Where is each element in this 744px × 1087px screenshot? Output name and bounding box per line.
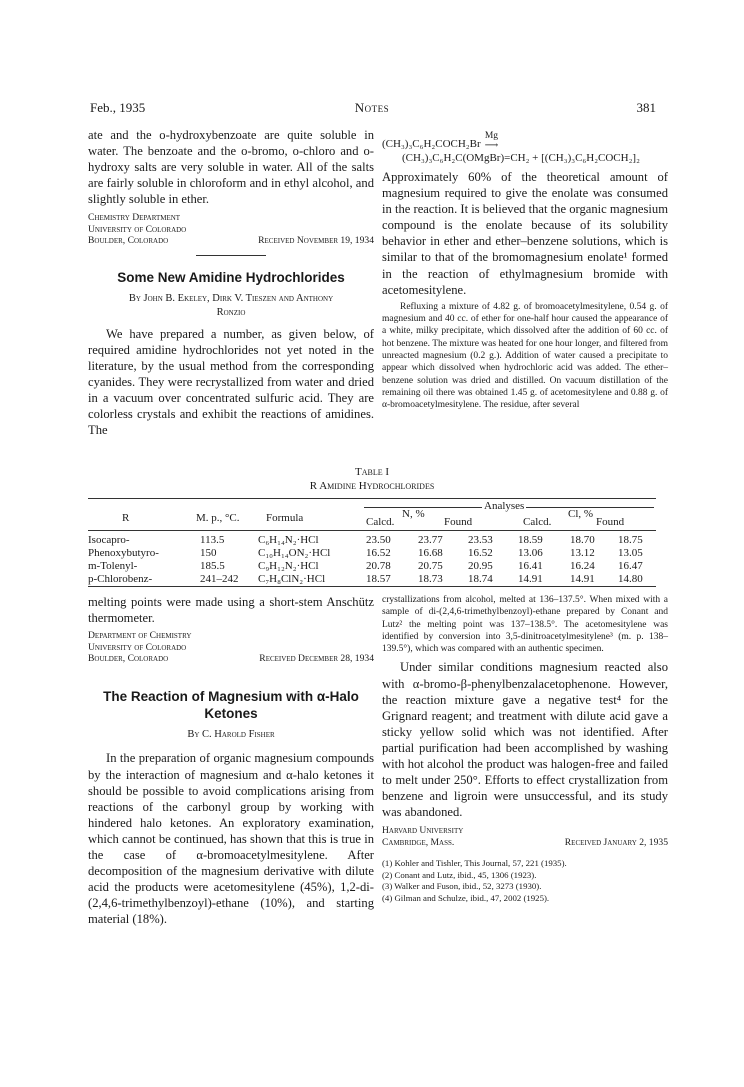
table-cell-n-calcd: 20.78 — [366, 560, 391, 572]
table-header-found-cl: Found — [596, 516, 625, 528]
article-paragraph: In the preparation of organic magnesium compounds by the interaction of magnesium and α-halo ketones it should be possible to avoid complications arising from reactions of the carbonyl group by working with hindered halo ketones. An exploratory examination, which cannot be continued, has shown that this is true in the case of α-bromoacetylmesitylene. After decomposition of the magnesium derivative with dilute acid the products were acetomesitylene (45%), 1,2-di-(2,4,6-trimethylbenzoyl)-ethane (10%), and starting material (18%). — [88, 751, 374, 927]
running-header-section: Notes — [354, 100, 390, 115]
affiliation-line: Department of Chemistry — [88, 630, 192, 642]
table-cell-n-found1: 20.75 — [418, 560, 443, 572]
table-cell-cl-found2: 18.75 — [618, 534, 643, 546]
affiliation-received-line — [382, 837, 668, 848]
table-header-found-n: Found — [444, 516, 473, 528]
affiliation-line: Harvard University — [382, 825, 464, 837]
table-header-calcd-cl: Calcd. — [523, 516, 552, 528]
table-header-calcd-n: Calcd. — [366, 516, 395, 528]
table-rule — [88, 586, 656, 587]
right-column-bottom — [382, 594, 668, 904]
affiliation-received-line — [88, 235, 374, 246]
table-cell-n-found1: 16.68 — [418, 547, 443, 559]
table-cell-cl-found2: 14.80 — [618, 573, 643, 585]
footnote: (1) Kohler and Tishler, This Journal, 57, 221 (1935). — [382, 858, 567, 869]
affiliation-line: Boulder, Colorado — [88, 235, 169, 247]
table-cell-cl-found1: 14.91 — [570, 573, 595, 585]
table-cell-cl-found1: 16.24 — [570, 560, 595, 572]
table-cell-n-found2: 16.52 — [468, 547, 493, 559]
left-column-top — [88, 127, 374, 438]
table-cell-mp: 185.5 — [200, 560, 225, 572]
footnote: (3) Walker and Fuson, ibid., 52, 3273 (1930). — [382, 881, 542, 892]
continued-paragraph: melting points were made using a short-stem Anschütz thermometer. — [88, 595, 374, 626]
table-cell-n-found1: 23.77 — [418, 534, 443, 546]
article-paragraph: We have prepared a number, as given below, of required amidine hydrochlorides not yet noted in the literature, by the usual method from the corresponding cyanides. They were recrystallized from water and dried in a vacuum over concentrated sulfuric acid. They are colorless crystals and exhibit the reactions of amidines. The — [88, 326, 374, 438]
table-cell-r: p-Chlorobenz- — [88, 573, 153, 585]
affiliation-line: Cambridge, Mass. — [382, 836, 455, 848]
table-cell-cl-calcd: 14.91 — [518, 573, 543, 585]
table-cell-n-found2: 23.53 — [468, 534, 493, 546]
table-cell-n-found2: 18.74 — [468, 573, 493, 585]
table-cell-cl-calcd: 18.59 — [518, 534, 543, 546]
reaction-equation — [382, 131, 668, 165]
table-caption-title: R Amidine Hydrochlorides — [309, 480, 435, 492]
equation-reactant: (CH₃)₃C₆H₂COCH₂Br — [382, 138, 481, 150]
byline-1 — [88, 292, 374, 320]
table-cell-formula: C₁₀H₁₄ON₂·HCl — [258, 547, 331, 559]
table-cell-n-calcd: 23.50 — [366, 534, 391, 546]
article-title-1: Some New Amidine Hydrochlorides — [117, 269, 345, 285]
table-rule — [88, 498, 656, 499]
table-cell-cl-calcd: 16.41 — [518, 560, 543, 572]
arrow-icon: ⟶ — [484, 141, 499, 151]
table-cell-formula: C₆H₁₄N₂·HCl — [258, 534, 319, 546]
table-cell-n-found2: 20.95 — [468, 560, 493, 572]
footnote: (4) Gilman and Schulze, ibid., 47, 2002 (1925). — [382, 892, 550, 903]
table-cell-cl-found1: 13.12 — [570, 547, 595, 559]
table-header-mp: M. p., °C. — [196, 512, 240, 524]
right-column-top — [382, 131, 668, 411]
affiliation-line: University of Colorado — [88, 641, 187, 653]
table-cell-cl-found2: 13.05 — [618, 547, 643, 559]
article-paragraph: Approximately 60% of the theoretical amount of magnesium required to give the enolate was consumed in the reaction. It is believed that the organic magnesium compound is the enolate because of its solubility behavior in ether and ether–benzene solutions, which is similar to that of the bromomagnesium enolate¹ formed in the reaction of ethylmagnesium bromide with acetomesitylene. — [382, 170, 668, 297]
table-cell-r: m-Tolenyl- — [88, 560, 138, 572]
affiliation-received-line — [88, 653, 374, 664]
experimental-paragraph: crystallizations from alcohol, melted at 136–137.5°. When mixed with a sample of di-(2,4,6-trimethylbenzoyl)-ethane prepared by Conant and Lutz² the melting point was 137–138.5°. The acetomesitylene was identified by conversion into 3,5-dinitroacetylmesitylene³ (m. p. 138–139.5°), which was compared with an authentic specimen. — [382, 595, 668, 655]
affiliation-1 — [88, 212, 374, 246]
experimental-paragraph: Refluxing a mixture of 4.82 g. of bromoacetylmesitylene, 0.54 g. of magnesium and 40 cc. of ether for one-half hour caused the appearance of a white, milky precipitate, which dissolved after the addition of 60 cc. of hot benzene. The mixture was heated for one hour longer, and filtered from unreacted magnesium (0.2 g.). Addition of water caused a precipitate to appear which dissolved when hydrochloric acid was added. The ether–benzene solution was dried and distilled. On vacuum distillation of the remaining oil there was obtained 1.45 g. of acetomesitylene and 0.88 g. of α-bromoacetylmesitylene. The residue, after several — [382, 301, 668, 411]
table-cell-mp: 113.5 — [200, 534, 225, 546]
table-cell-r: Phenoxybutyro- — [88, 547, 159, 559]
equation-products: (CH₃)₃C₆H₂C(OMgBr)=CH₂ + [(CH₃)₃C₆H₂COCH₂]₂ — [402, 152, 640, 164]
affiliation-line: Boulder, Colorado — [88, 653, 169, 664]
table-header-n: N, % — [402, 508, 425, 520]
section-divider — [196, 255, 266, 256]
footnote: (2) Conant and Lutz, ibid., 45, 1306 (1923). — [382, 869, 537, 880]
affiliation-3 — [382, 825, 668, 848]
table-header-formula: Formula — [266, 512, 304, 524]
table-cell-cl-found2: 16.47 — [618, 560, 643, 572]
table-cell-cl-found1: 18.70 — [570, 534, 595, 546]
table-caption-number: Table I — [354, 466, 390, 478]
continued-paragraph: ate and the o-hydroxybenzoate are quite soluble in water. The benzoate and the o-bromo, o-chloro and o-hydroxy salts are very soluble in water. All of the salts are fairly soluble in chloroform and in ethyl alcohol, and slightly soluble in ether. — [88, 128, 374, 207]
table-cell-mp: 150 — [200, 547, 217, 559]
affiliation-line: Chemistry Department — [88, 212, 181, 224]
byline-line: By John B. Ekeley, Dirk V. Tieszen and Anthony — [128, 292, 334, 304]
footnotes — [382, 858, 668, 904]
table-header-analyses: Analyses — [484, 500, 525, 512]
table-cell-formula: C₇H₈ClN₂·HCl — [258, 573, 326, 585]
table-cell-n-found1: 18.73 — [418, 573, 443, 585]
equation-reagent: Mg — [484, 131, 499, 141]
received-date: Received January 2, 1935 — [564, 836, 668, 848]
byline-2: By C. Harold Fisher — [187, 729, 275, 741]
article-title-2: The Reaction of Magnesium with α-Halo Ketones — [103, 689, 359, 722]
table-header-cl: Cl, % — [568, 508, 594, 520]
table-cell-formula: C₉H₁₂N₂·HCl — [258, 560, 319, 572]
left-column-bottom — [88, 594, 374, 927]
table-header-r: R — [122, 512, 130, 524]
received-date: Received November 19, 1934 — [258, 235, 374, 247]
table-cell-mp: 241–242 — [200, 573, 239, 585]
received-date: Received December 28, 1934 — [259, 653, 374, 664]
affiliation-line: University of Colorado — [88, 223, 187, 235]
byline-line: Ronzio — [216, 306, 246, 318]
page-number: 381 — [636, 100, 656, 115]
table-rule — [88, 530, 656, 531]
article-paragraph: Under similar conditions magnesium reacted also with α-bromo-β-phenylbenzalacetophenone. However, the reaction mixture gave a negative test⁴ for the Grignard reagent; and treatment with dilute acid gave a sticky yellow solid which was not identified. After partial purification had been accomplished by washing with hot alcohol the product was halogen-free and failed to melt under 250°. Efforts to effect crystallization from benzene and ligroin were unsuccessful, and its study was abandoned. — [382, 660, 668, 820]
table-cell-r: Isocapro- — [88, 534, 130, 546]
running-header-date: Feb., 1935 — [90, 100, 146, 115]
table-cell-cl-calcd: 13.06 — [518, 547, 543, 559]
table-cell-n-calcd: 16.52 — [366, 547, 391, 559]
reaction-arrow — [485, 131, 499, 151]
affiliation-2 — [88, 630, 374, 664]
table-cell-n-calcd: 18.57 — [366, 573, 391, 585]
